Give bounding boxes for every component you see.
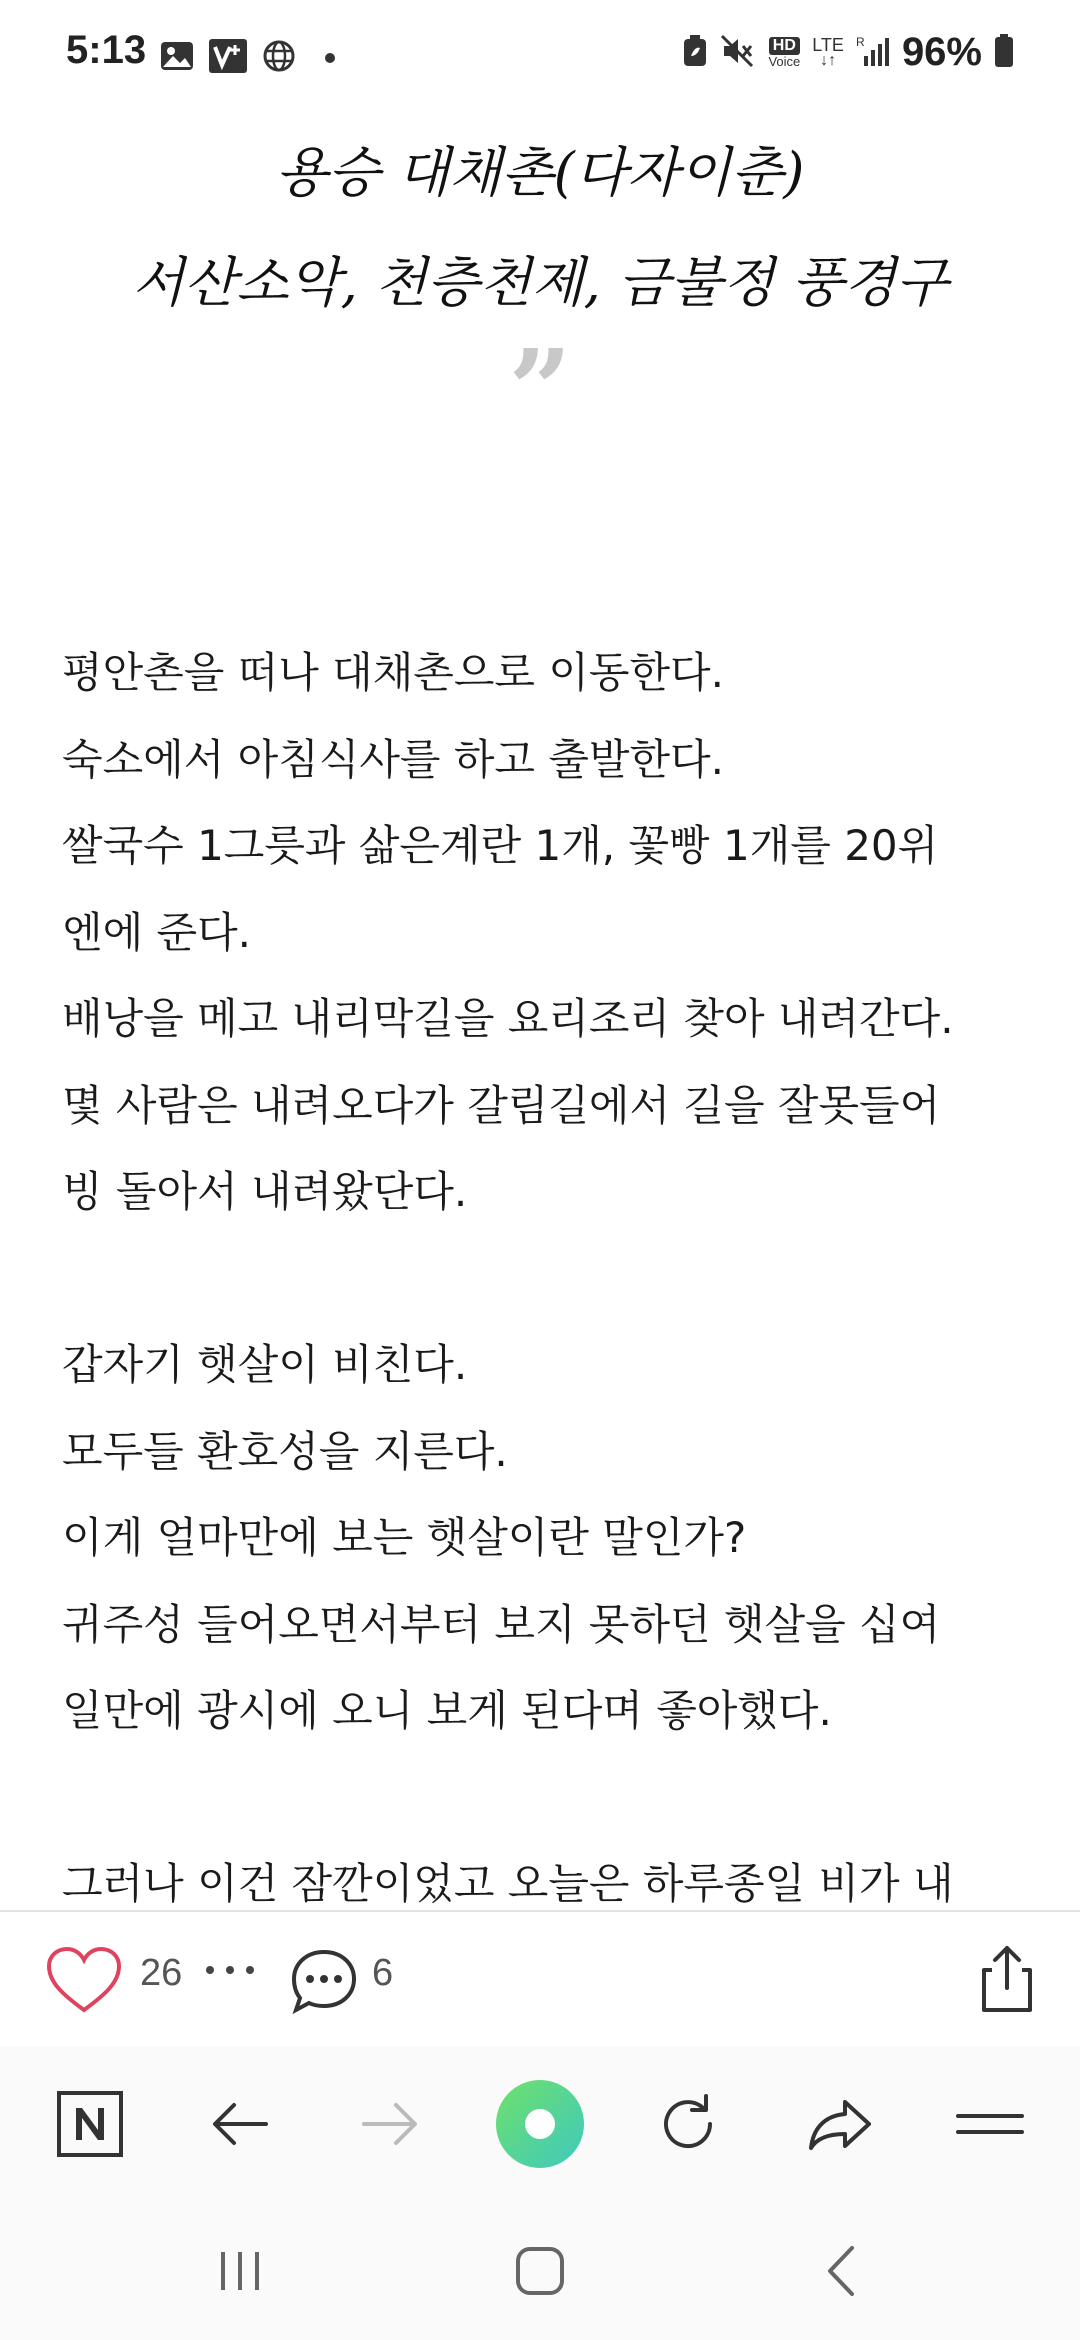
post-body-line: 일만에 광시에 오니 보게 된다며 좋아했다. [62, 1686, 832, 1735]
browser-toolbar [0, 2046, 1080, 2196]
mute-icon [720, 34, 756, 72]
battery-saver-icon [682, 34, 708, 72]
like-button[interactable] [44, 1944, 124, 2016]
back-button[interactable] [200, 2084, 280, 2164]
share-icon [970, 1942, 1044, 2016]
post-body-line: 갑자기 햇살이 비친다. [62, 1340, 468, 1389]
more-dots-icon [200, 1950, 260, 1990]
post-body [62, 630, 1022, 1910]
home-icon [513, 2244, 567, 2298]
post-body-line: 그러나 이건 잠깐이었고 오늘은 하루종일 비가 내 [62, 1859, 954, 1908]
post-body-line: 배낭을 메고 내리막길을 요리조리 찾아 내려간다. [62, 994, 954, 1043]
quote-mark-icon: ” [508, 335, 572, 425]
more-options-button[interactable] [200, 1950, 260, 1990]
post-title [0, 118, 1080, 338]
post-title-line-1: 용승 대채촌(다자이춘) [275, 141, 805, 204]
naver-home-button[interactable] [50, 2084, 130, 2164]
post-body-line: 쌀국수 1그릇과 삶은계란 1개, 꽃빵 1개를 20위 [62, 821, 939, 870]
forward-arrow-icon [360, 2099, 420, 2149]
post-body-line: 귀주성 들어오면서부터 보지 못하던 햇살을 십여 [62, 1599, 941, 1649]
share-forward-icon [807, 2096, 873, 2152]
system-back-button[interactable] [802, 2236, 882, 2306]
svg-text:R: R [855, 34, 865, 49]
post-body-line [62, 1236, 1022, 1323]
vplus-app-icon [208, 38, 248, 78]
gallery-icon [160, 41, 194, 75]
menu-icon [956, 2104, 1024, 2144]
notification-dot-icon [324, 49, 336, 68]
naver-home-icon [56, 2090, 124, 2158]
heart-icon [44, 1944, 124, 2016]
like-count: 26 [140, 1952, 183, 1994]
comment-count: 6 [372, 1952, 394, 1994]
forward-button[interactable] [350, 2084, 430, 2164]
engagement-bar [0, 1910, 1080, 2046]
lte-icon: LTE ↓↑ [812, 34, 844, 69]
battery-icon [994, 34, 1014, 72]
post-body-line: 숙소에서 아침식사를 하고 출발한다. [62, 734, 724, 784]
post-body-line: 모두들 환호성을 지른다. [62, 1426, 508, 1476]
signal-icon [856, 34, 890, 72]
refresh-button[interactable] [648, 2084, 728, 2164]
status-time: 5:13 [66, 28, 147, 72]
status-right-icons [682, 30, 1014, 75]
menu-button[interactable] [950, 2084, 1030, 2164]
home-button[interactable] [500, 2236, 580, 2306]
globe-icon [262, 39, 296, 77]
back-arrow-icon [210, 2099, 270, 2149]
battery-percent: 96% [901, 30, 982, 74]
recent-apps-icon [215, 2246, 265, 2296]
post-body-line: 빙 돌아서 내려왔단다. [62, 1167, 468, 1216]
comment-bubble-icon [288, 1946, 360, 2016]
share-forward-button[interactable] [800, 2084, 880, 2164]
green-dot-button[interactable] [494, 2078, 586, 2170]
refresh-icon [656, 2092, 720, 2156]
status-bar [0, 0, 1080, 110]
comment-button[interactable] [288, 1946, 360, 2016]
share-button[interactable] [970, 1942, 1044, 2016]
recent-apps-button[interactable] [200, 2236, 280, 2306]
post-body-line: 엔에 준다. [62, 907, 251, 957]
status-left-icons [160, 38, 336, 78]
post-body-line: 몇 사람은 내려오다가 갈림길에서 길을 잘못들어 [62, 1080, 941, 1130]
system-navigation-bar [0, 2196, 1080, 2340]
green-dot-icon [494, 2078, 586, 2170]
post-title-line-2: 서산소악, 천층천제, 금불정 풍경구 [131, 251, 949, 314]
back-icon [822, 2244, 862, 2298]
post-body-line: 평안촌을 떠나 대채촌으로 이동한다. [62, 648, 724, 697]
network-label: LTE [812, 34, 844, 55]
post-body-line [62, 1755, 1022, 1842]
post-body-line: 이게 얼마만에 보는 햇살이란 말인가? [62, 1513, 747, 1562]
hd-voice-icon: HD Voice [768, 36, 801, 69]
